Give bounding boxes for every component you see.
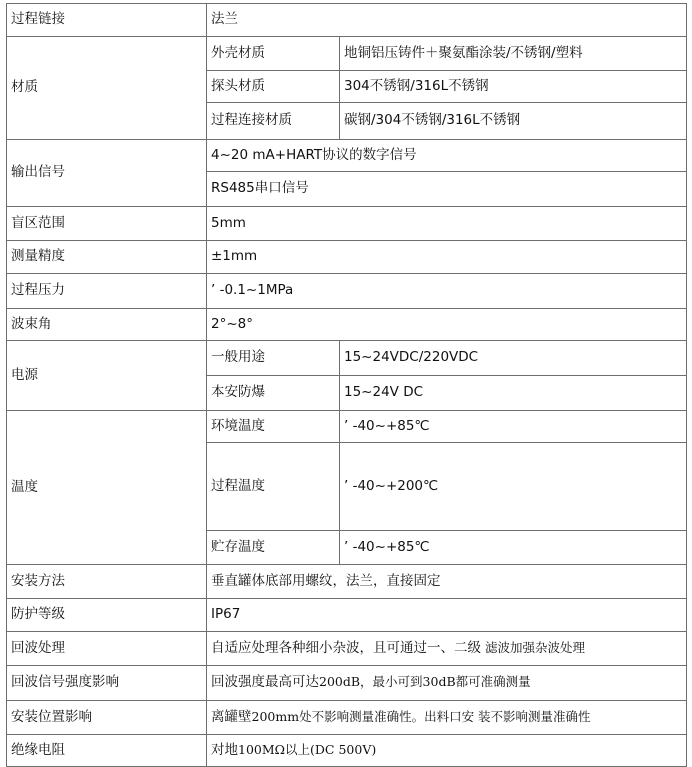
echo-processing-text-a: 自适应处理各种细小杂波，且可通过一、二级 xyxy=(211,639,481,656)
value-ambient-temp: ’ -40~+85℃ xyxy=(340,411,687,443)
label-beam-angle: 波束角 xyxy=(7,309,207,341)
row-echo-strength xyxy=(7,666,687,701)
sublabel-connection-material: 过程连接材质 xyxy=(207,103,340,140)
row-protection xyxy=(7,599,687,632)
insulation-text-a: 对地 xyxy=(211,741,238,758)
value-installation: 垂直罐体底部用螺纹，法兰，直接固定 xyxy=(207,565,687,599)
row-installation xyxy=(7,565,687,599)
spec-table xyxy=(6,3,687,767)
sublabel-probe-material: 探头材质 xyxy=(207,71,340,103)
value-connection-material: 碳钢/304不锈钢/316L不锈钢 xyxy=(340,103,687,140)
sublabel-housing-material: 外壳材质 xyxy=(207,37,340,71)
value-storage-temp: ’ -40~+85℃ xyxy=(340,531,687,565)
row-position-effect xyxy=(7,701,687,735)
value-power-intrinsic: 15~24V DC xyxy=(340,376,687,411)
value-insulation xyxy=(207,735,687,767)
label-pressure: 过程压力 xyxy=(7,274,207,309)
value-output-signal-rs485: RS485串口信号 xyxy=(207,172,687,207)
label-protection: 防护等级 xyxy=(7,599,207,632)
row-temperature-ambient xyxy=(7,411,687,443)
row-accuracy xyxy=(7,241,687,274)
row-blind-zone xyxy=(7,207,687,241)
value-blind-zone: 5mm xyxy=(207,207,687,241)
label-echo-strength: 回波信号强度影响 xyxy=(7,666,207,701)
value-housing-material: 地铜铝压铸件＋聚氨酯涂装/不锈钢/塑料 xyxy=(340,37,687,71)
value-output-signal-hart: 4~20 mA+HART协议的数字信号 xyxy=(207,140,687,172)
value-probe-material: 304不锈钢/316L不锈钢 xyxy=(340,71,687,103)
value-power-general: 15~24VDC/220VDC xyxy=(340,341,687,376)
row-power-general xyxy=(7,341,687,376)
row-pressure xyxy=(7,274,687,309)
value-pressure: ’ -0.1~1MPa xyxy=(207,274,687,309)
sublabel-power-general: 一般用途 xyxy=(207,341,340,376)
value-protection: IP67 xyxy=(207,599,687,632)
row-process-connection xyxy=(7,4,687,37)
label-position-effect: 安装位置影响 xyxy=(7,701,207,735)
value-echo-strength xyxy=(207,666,687,701)
row-material-housing xyxy=(7,37,687,71)
sublabel-ambient-temp: 环境温度 xyxy=(207,411,340,443)
row-insulation xyxy=(7,735,687,767)
label-process-connection: 过程链接 xyxy=(7,4,207,37)
position-effect-text-a: 离罐壁 xyxy=(211,708,252,725)
label-echo-processing: 回波处理 xyxy=(7,632,207,666)
label-material: 材质 xyxy=(7,37,207,140)
value-process-connection: 法兰 xyxy=(207,4,687,37)
value-beam-angle: 2°~8° xyxy=(207,309,687,341)
label-blind-zone: 盲区范围 xyxy=(7,207,207,241)
row-echo-processing xyxy=(7,632,687,666)
value-position-effect xyxy=(207,701,687,735)
label-insulation: 绝缘电阻 xyxy=(7,735,207,767)
row-output-signal-1 xyxy=(7,140,687,172)
position-effect-text-b: 200mm处不影响测量准确性。出料口安 装不影响测量准确性 xyxy=(251,708,591,724)
label-installation: 安装方法 xyxy=(7,565,207,599)
value-process-temp: ’ -40~+200℃ xyxy=(340,443,687,531)
insulation-text-b: 100MΩ以上(DC 500V) xyxy=(238,741,377,757)
label-accuracy: 测量精度 xyxy=(7,241,207,274)
value-accuracy: ±1mm xyxy=(207,241,687,274)
label-output-signal: 输出信号 xyxy=(7,140,207,207)
value-echo-processing xyxy=(207,632,687,666)
row-beam-angle xyxy=(7,309,687,341)
echo-strength-text-b: 200dB，最小可到30dB都可准确测量 xyxy=(319,674,531,690)
sublabel-process-temp: 过程温度 xyxy=(207,443,340,531)
echo-processing-text-b: 滤波加强杂波处理 xyxy=(481,639,585,655)
sublabel-power-intrinsic: 本安防爆 xyxy=(207,376,340,411)
echo-strength-text-a: 回波强度最高可达 xyxy=(211,674,319,691)
label-power: 电源 xyxy=(7,341,207,411)
sublabel-storage-temp: 贮存温度 xyxy=(207,531,340,565)
label-temperature: 温度 xyxy=(7,411,207,565)
